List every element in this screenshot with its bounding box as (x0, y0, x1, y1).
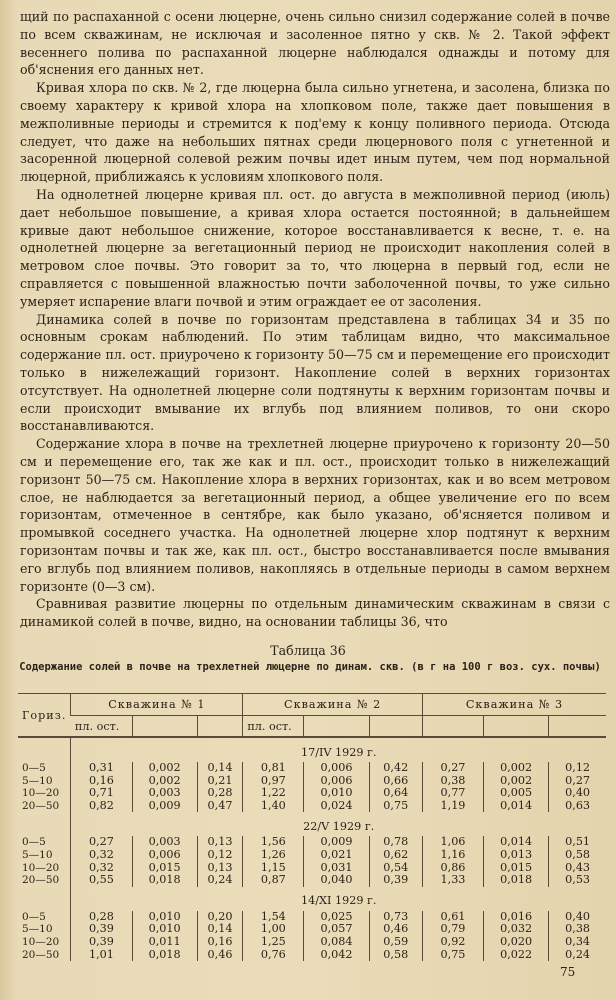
paragraph: щий по распаханной с осени люцерне, очень сильно снизил содержание солей в почве по всем скважинам, не исключая и засоленное пятно у скв. № 2. Такой эффект весеннего полива по распаханной люцерне наблюдался однажды и потому для об'яснения его данных нет. (20, 9, 610, 78)
value-cell: 0,27 (71, 836, 132, 849)
value-cell: 0,014 (484, 836, 549, 849)
value-cell: 0,27 (549, 775, 606, 788)
value-cell: 0,54 (369, 862, 422, 875)
value-cell: 0,14 (197, 762, 243, 775)
horizon-cell: 10—20 (22, 935, 60, 948)
value-cell: 0,015 (484, 862, 549, 875)
value-cell: 0,38 (549, 923, 606, 936)
table-heading: Содержание солей в почве на трехлетней люцерне по динам. скв. (в г на 100 г воз. сух. почвы) (19, 661, 601, 673)
horizon-cell: 20—50 (22, 948, 60, 961)
value-cell: 0,14 (197, 923, 243, 936)
horizon-cell: 5—10 (22, 848, 53, 861)
value-cell: 0,21 (197, 775, 243, 788)
paragraph: Кривая хлора по скв. № 2, где люцерна была сильно угнетена, и засолена, близка по своему характеру к кривой хлора на хлопковом поле, также дает повышения в межполивные периоды и стремится к под'ему к концу поливного периода. Отсюда следует, что даже на небольших пятнах среди люцернового поля с угнетенной и засоренной люцерной солевой режим почвы идет иным путем, чем под нормальной люцерной, приближаясь к условиям хлопкового поля. (20, 80, 610, 185)
value-cell: 0,73 (369, 911, 422, 924)
value-cell: 0,58 (369, 949, 422, 962)
value-cell: 0,005 (484, 787, 549, 800)
value-cell: 0,002 (484, 762, 549, 775)
value-cell: 0,43 (549, 862, 606, 875)
value-cell: 0,39 (369, 874, 422, 887)
value-cell: 0,013 (484, 849, 549, 862)
well-1-header: Скважина № 1 (71, 694, 243, 716)
value-cell: 0,34 (549, 936, 606, 949)
table-row (18, 849, 606, 862)
horizon-cell: 5—10 (22, 923, 53, 936)
value-cell: 0,66 (369, 775, 422, 788)
date-row (18, 887, 606, 911)
horizon-cell: 20—50 (22, 874, 60, 887)
value-cell: 0,64 (369, 787, 422, 800)
value-cell: 0,16 (71, 775, 132, 788)
value-cell: 0,51 (549, 836, 606, 849)
value-cell: 1,56 (243, 836, 304, 849)
subheader: пл. ост. (243, 716, 304, 738)
value-cell: 0,006 (132, 849, 197, 862)
value-cell: 0,018 (484, 874, 549, 887)
horizon-cell: 5—10 (22, 774, 53, 787)
table-caption: Таблица 36 (270, 643, 346, 658)
value-cell: 0,018 (132, 949, 197, 962)
value-cell: 0,76 (243, 949, 304, 962)
value-cell: 0,63 (549, 800, 606, 813)
value-cell: 0,61 (422, 911, 483, 924)
horizon-cell: 10—20 (22, 787, 60, 800)
value-cell: 0,86 (422, 862, 483, 875)
table-row (18, 787, 606, 800)
subheader (197, 716, 243, 738)
value-cell: 0,003 (132, 787, 197, 800)
subheader: пл. ост. (71, 716, 132, 738)
value-cell: 1,01 (71, 949, 132, 962)
value-cell: 0,78 (369, 836, 422, 849)
value-cell: 0,32 (71, 849, 132, 862)
value-cell: 0,87 (243, 874, 304, 887)
value-cell: 1,00 (243, 923, 304, 936)
value-cell: 0,057 (304, 923, 369, 936)
value-cell: 0,015 (132, 862, 197, 875)
table-row (18, 936, 606, 949)
value-cell: 0,021 (304, 849, 369, 862)
table-row (18, 949, 606, 962)
value-cell: 1,15 (243, 862, 304, 875)
value-cell: 0,014 (484, 800, 549, 813)
value-cell: 0,002 (484, 775, 549, 788)
value-cell: 0,13 (197, 862, 243, 875)
value-cell: 0,42 (369, 762, 422, 775)
date-spacer (18, 737, 71, 762)
value-cell: 0,12 (197, 849, 243, 862)
value-cell: 0,40 (549, 911, 606, 924)
subheader (304, 716, 369, 738)
value-cell: 0,28 (71, 911, 132, 924)
value-cell: 1,40 (243, 800, 304, 813)
date-row (18, 812, 606, 836)
value-cell: 1,33 (422, 874, 483, 887)
value-cell: 0,016 (484, 911, 549, 924)
value-cell: 0,71 (71, 787, 132, 800)
date-row (18, 737, 606, 762)
horizon-cell: 0—5 (22, 836, 46, 849)
value-cell: 0,002 (132, 775, 197, 788)
value-cell: 0,022 (484, 949, 549, 962)
salt-content-table (18, 693, 606, 961)
date-spacer (18, 887, 71, 911)
value-cell: 0,002 (132, 762, 197, 775)
value-cell: 0,77 (422, 787, 483, 800)
value-cell: 0,009 (304, 836, 369, 849)
value-cell: 0,97 (243, 775, 304, 788)
paragraph: На однолетней люцерне кривая пл. ост. до августа в межполивной период (июль) дает небольшое повышение, а кривая хлора остается постоянной; в дальнейшем кривые дают небольшое снижение, которое восстанавливается к весне, т. е. на однолетней люцерне за вегетационный период не происходит накопления солей в метровом слое почвы. Это говорит за то, что люцерна в первый год, если не справляется с повышенной влажностью почти заболоченной почвы, то уже сильно умеряет испарение влаги почвой и этим ограждает ее от засоления. (20, 186, 610, 309)
value-cell: 0,46 (197, 949, 243, 962)
value-cell: 0,62 (369, 849, 422, 862)
subheader (484, 716, 549, 738)
value-cell: 0,031 (304, 862, 369, 875)
value-cell: 1,16 (422, 849, 483, 862)
value-cell: 0,042 (304, 949, 369, 962)
horizon-cell: 10—20 (22, 861, 60, 874)
value-cell: 0,27 (422, 762, 483, 775)
value-cell: 0,58 (549, 849, 606, 862)
value-cell: 0,82 (71, 800, 132, 813)
value-cell: 0,38 (422, 775, 483, 788)
value-cell: 0,003 (132, 836, 197, 849)
value-cell: 1,54 (243, 911, 304, 924)
observation-date: 14/XI 1929 г. (71, 887, 606, 911)
horizon-cell: 0—5 (22, 910, 46, 923)
value-cell: 1,06 (422, 836, 483, 849)
value-cell: 1,25 (243, 936, 304, 949)
value-cell: 0,53 (549, 874, 606, 887)
value-cell: 0,75 (369, 800, 422, 813)
value-cell: 0,16 (197, 936, 243, 949)
value-cell: 0,59 (369, 936, 422, 949)
value-cell: 0,020 (484, 936, 549, 949)
value-cell: 0,13 (197, 836, 243, 849)
value-cell: 0,39 (71, 936, 132, 949)
well-2-header: Скважина № 2 (243, 694, 423, 716)
value-cell: 0,010 (132, 911, 197, 924)
table-row (18, 762, 606, 775)
value-cell: 1,19 (422, 800, 483, 813)
value-cell: 1,26 (243, 849, 304, 862)
value-cell: 0,010 (132, 923, 197, 936)
table-row (18, 874, 606, 887)
value-cell: 0,92 (422, 936, 483, 949)
subheader (422, 716, 483, 738)
page-number: 75 (560, 965, 576, 979)
subheader (132, 716, 197, 738)
value-cell: 0,040 (304, 874, 369, 887)
value-cell: 0,24 (197, 874, 243, 887)
value-cell: 0,39 (71, 923, 132, 936)
value-cell: 0,018 (132, 874, 197, 887)
value-cell: 0,084 (304, 936, 369, 949)
paragraph: Динамика солей в почве по горизонтам представлена в таблицах 34 и 35 по основным срокам наблюдений. По этим таблицам видно, что максимальное содержание пл. ост. приурочено к горизонту 50—75 см и перемещение его происходит только в нижележащий горизонт. Накопление солей в верхних горизонтах отсутствует. На однолетней люцерне соли подтянуты к верхним горизонтам почвы и если происходит вмывание их вглубь под влиянием поливов, то они скоро восстанавливаются. (20, 311, 610, 434)
value-cell: 0,12 (549, 762, 606, 775)
value-cell: 0,55 (71, 874, 132, 887)
value-cell: 0,009 (132, 800, 197, 813)
observation-date: 17/IV 1929 г. (71, 737, 606, 762)
value-cell: 0,025 (304, 911, 369, 924)
horizon-cell: 20—50 (22, 799, 60, 812)
value-cell: 0,81 (243, 762, 304, 775)
value-cell: 0,006 (304, 775, 369, 788)
horizon-cell: 0—5 (22, 762, 46, 774)
value-cell: 0,32 (71, 862, 132, 875)
value-cell: 0,40 (549, 787, 606, 800)
paragraph: Сравнивая развитие люцерны по отдельным динамическим скважинам в связи с динамикой солей в почве, видно, на основании таблицы 36, что (20, 596, 610, 630)
value-cell: 0,28 (197, 787, 243, 800)
value-cell: 0,47 (197, 800, 243, 813)
value-cell: 0,31 (71, 762, 132, 775)
paragraph: Содержание хлора в почве на трехлетней люцерне приурочено к горизонту 20—50 см и перемещение его, так же как и пл. ост., происходит только в нижележащий горизонт 50—75 см. Накопление хлора в верхних горизонтах, как и во всем метровом слое, не наблюдается за вегетационный период, а общее увеличение его по всем горизонтам, отмеченное в сентябре, как было указано, об'ясняется поливом и промывкой соседнего участка. На однолетней люцерне хлор подтянут к верхним горизонтам почвы и так же, как пл. ост., быстро восстанавливается после вмывания его вглубь под влиянием поливов, накопляясь в отдельные периоды в самом верхнем горизонте (0—3 см). (20, 436, 610, 594)
value-cell: 0,010 (304, 787, 369, 800)
value-cell: 0,24 (549, 949, 606, 962)
subheader (549, 716, 606, 738)
well-3-header: Скважина № 3 (422, 694, 606, 716)
value-cell: 0,75 (422, 949, 483, 962)
value-cell: 0,024 (304, 800, 369, 813)
value-cell: 0,79 (422, 923, 483, 936)
value-cell: 0,032 (484, 923, 549, 936)
observation-date: 22/V 1929 г. (71, 812, 606, 836)
value-cell: 0,20 (197, 911, 243, 924)
value-cell: 0,011 (132, 936, 197, 949)
horizon-header: Гориз. (18, 694, 71, 738)
table-row (18, 800, 606, 813)
value-cell: 1,22 (243, 787, 304, 800)
body-text (20, 8, 610, 631)
date-spacer (18, 812, 71, 836)
value-cell: 0,006 (304, 762, 369, 775)
subheader (369, 716, 422, 738)
table-body (18, 737, 606, 961)
value-cell: 0,46 (369, 923, 422, 936)
